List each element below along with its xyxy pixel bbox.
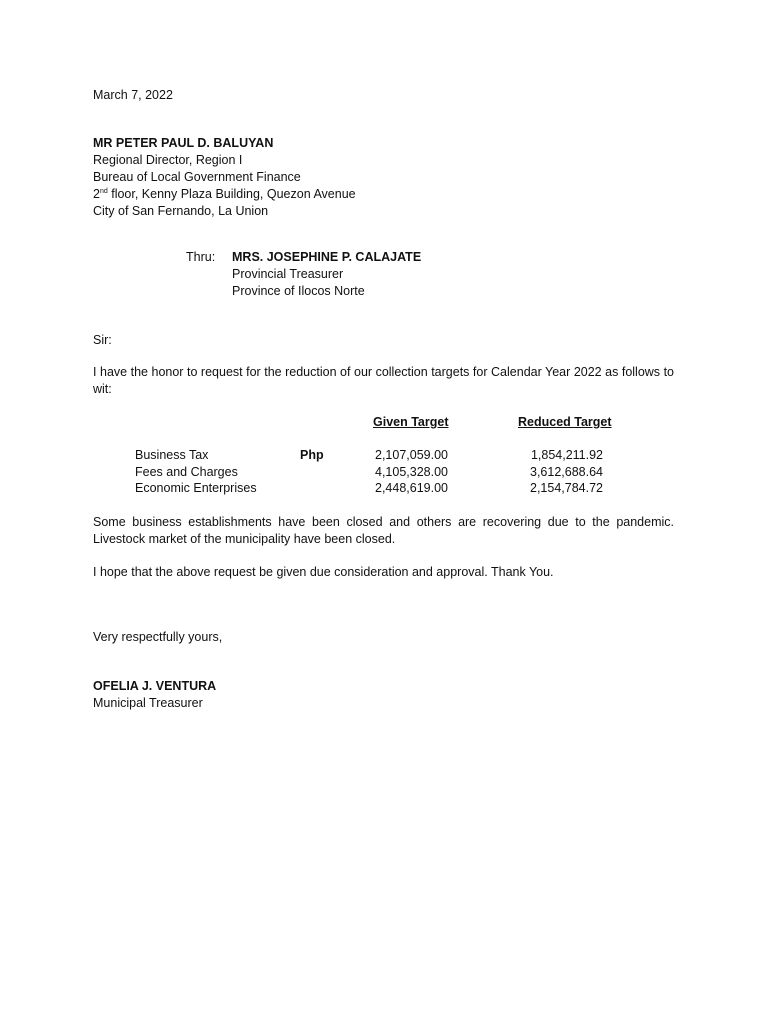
complimentary-close: Very respectfully yours, bbox=[93, 630, 223, 644]
addressee-name: MR PETER PAUL D. BALUYAN bbox=[93, 136, 274, 150]
floor-number: 2 bbox=[93, 187, 100, 201]
currency-label: Php bbox=[300, 448, 324, 462]
addressee-city: City of San Fernando, La Union bbox=[93, 204, 269, 218]
thru-name: MRS. JOSEPHINE P. CALAJATE bbox=[232, 250, 422, 264]
row-business-tax-reduced: 1,854,211.92 bbox=[530, 448, 603, 462]
signatory-title: Municipal Treasurer bbox=[93, 696, 203, 710]
signatory-name: OFELIA J. VENTURA bbox=[93, 679, 217, 693]
address-rest: floor, Kenny Plaza Building, Quezon Avenue bbox=[107, 187, 356, 201]
addressee-title: Regional Director, Region I bbox=[93, 153, 243, 167]
row-fees-reduced: 3,612,688.64 bbox=[530, 465, 603, 479]
thru-label: Thru: bbox=[186, 250, 216, 264]
intro-paragraph: I have the honor to request for the reduction of our collection targets for Calendar Year 2022 as follows to wit: bbox=[93, 365, 674, 396]
closing-paragraph: I hope that the above request be given due consideration and approval. Thank You. bbox=[93, 565, 554, 579]
given-target-header: Given Target bbox=[373, 415, 449, 429]
row-economic-given: 2,448,619.00 bbox=[375, 481, 448, 495]
addressee-block bbox=[93, 135, 356, 220]
row-fees-label: Fees and Charges bbox=[135, 465, 238, 479]
row-economic-label: Economic Enterprises bbox=[135, 481, 257, 495]
addressee-office: Bureau of Local Government Finance bbox=[93, 170, 301, 184]
reduced-target-header: Reduced Target bbox=[518, 415, 612, 429]
addressee-address bbox=[93, 186, 356, 203]
thru-block bbox=[232, 249, 421, 300]
letter-date: March 7, 2022 bbox=[93, 88, 173, 102]
body-paragraph: Some business establishments have been closed and others are recovering due to the pandemic. Livestock market of the municipality have been closed. bbox=[93, 515, 674, 546]
salutation: Sir: bbox=[93, 333, 112, 347]
floor-suffix: nd bbox=[99, 187, 108, 195]
row-fees-given: 4,105,328.00 bbox=[375, 465, 448, 479]
thru-office: Province of Ilocos Norte bbox=[232, 284, 365, 298]
signatory-block bbox=[93, 678, 216, 712]
thru-title: Provincial Treasurer bbox=[232, 267, 344, 281]
row-business-tax-label: Business Tax bbox=[135, 448, 209, 462]
row-economic-reduced: 2,154,784.72 bbox=[530, 481, 603, 495]
row-business-tax-given: 2,107,059.00 bbox=[375, 448, 448, 462]
